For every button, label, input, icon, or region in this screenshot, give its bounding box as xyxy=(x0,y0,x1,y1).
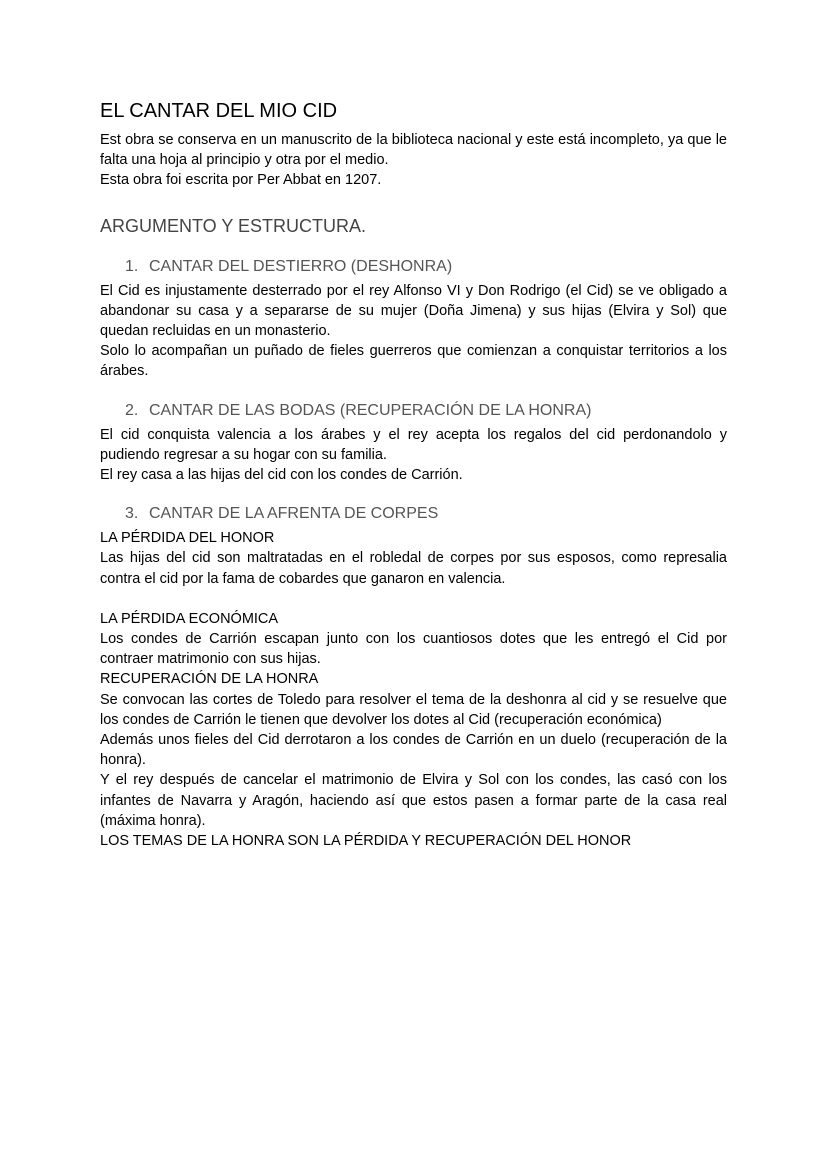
section-number: 1. xyxy=(125,257,139,275)
section-paragraph: Y el rey después de cancelar el matrimonio de Elvira y Sol con los condes, las casó con los infantes de Navarra y Aragón, haciendo así que estos pasen a formar parte de la casa real (máxima honra). xyxy=(100,772,727,829)
section-destierro xyxy=(100,256,727,382)
section-paragraph: Se convocan las cortes de Toledo para resolver el tema de la deshonra al cid y se resuelve que los condes de Carrión le tienen que devolver los dotes al Cid (recuperación económica) xyxy=(100,691,727,728)
intro-paragraph-2: Esta obra foi escrita por Per Abbat en 1207. xyxy=(100,172,382,189)
subheading-perdida-economica: LA PÉRDIDA ECONÓMICA xyxy=(100,610,279,627)
argument-heading: ARGUMENTO Y ESTRUCTURA. xyxy=(100,215,367,236)
section-title: CANTAR DE LAS BODAS (RECUPERACIÓN DE LA HONRA) xyxy=(149,401,592,419)
section-paragraph: El Cid es injustamente desterrado por el rey Alfonso VI y Don Rodrigo (el Cid) se ve obligado a abandonar su casa y a separarse de su mujer (Doña Jimena) y sus hijas (Elvira y Sol) que quedan recluidas en un monasterio. xyxy=(100,282,727,340)
section-afrenta xyxy=(100,503,727,851)
section-paragraph: Además unos fieles del Cid derrotaron a los condes de Carrión en un duelo (recuperación de la honra). xyxy=(100,732,727,769)
closing-line: LOS TEMAS DE LA HONRA SON LA PÉRDIDA Y RECUPERACIÓN DEL HONOR xyxy=(100,833,632,850)
section-number: 3. xyxy=(125,505,139,523)
section-bodas xyxy=(100,400,727,486)
subheading-recuperacion-honra: RECUPERACIÓN DE LA HONRA xyxy=(100,671,319,688)
section-paragraph: El cid conquista valencia a los árabes y el rey acepta los regalos del cid perdonandolo y pudiendo regresar a su hogar con su familia. xyxy=(100,426,727,463)
section-paragraph: Las hijas del cid son maltratadas en el robledal de corpes por sus esposos, como represalia contra el cid por la fama de cobardes que ganaron en valencia. xyxy=(100,550,727,587)
section-title: CANTAR DEL DESTIERRO (DESHONRA) xyxy=(149,257,453,275)
spacer xyxy=(100,589,727,609)
section-paragraph: Solo lo acompañan un puñado de fieles guerreros que comienzan a conquistar territorios a los árabes. xyxy=(100,343,727,380)
section-paragraph: Los condes de Carrión escapan junto con los cuantiosos dotes que les entregó el Cid por contraer matrimonio con sus hijas. xyxy=(100,631,727,668)
section-heading xyxy=(125,400,727,422)
section-number: 2. xyxy=(125,401,139,419)
section-paragraph: El rey casa a las hijas del cid con los condes de Carrión. xyxy=(100,467,463,484)
section-heading xyxy=(125,503,727,525)
section-heading xyxy=(125,256,727,278)
subheading-perdida-honor: LA PÉRDIDA DEL HONOR xyxy=(100,530,275,547)
section-title: CANTAR DE LA AFRENTA DE CORPES xyxy=(149,505,439,523)
document-body xyxy=(100,98,727,851)
document-title: EL CANTAR DEL MIO CID xyxy=(100,100,338,122)
intro-paragraph-1: Est obra se conserva en un manuscrito de la biblioteca nacional y este está incompleto, ya que le falta una hoja al principio y otra por el medio. xyxy=(100,132,727,169)
